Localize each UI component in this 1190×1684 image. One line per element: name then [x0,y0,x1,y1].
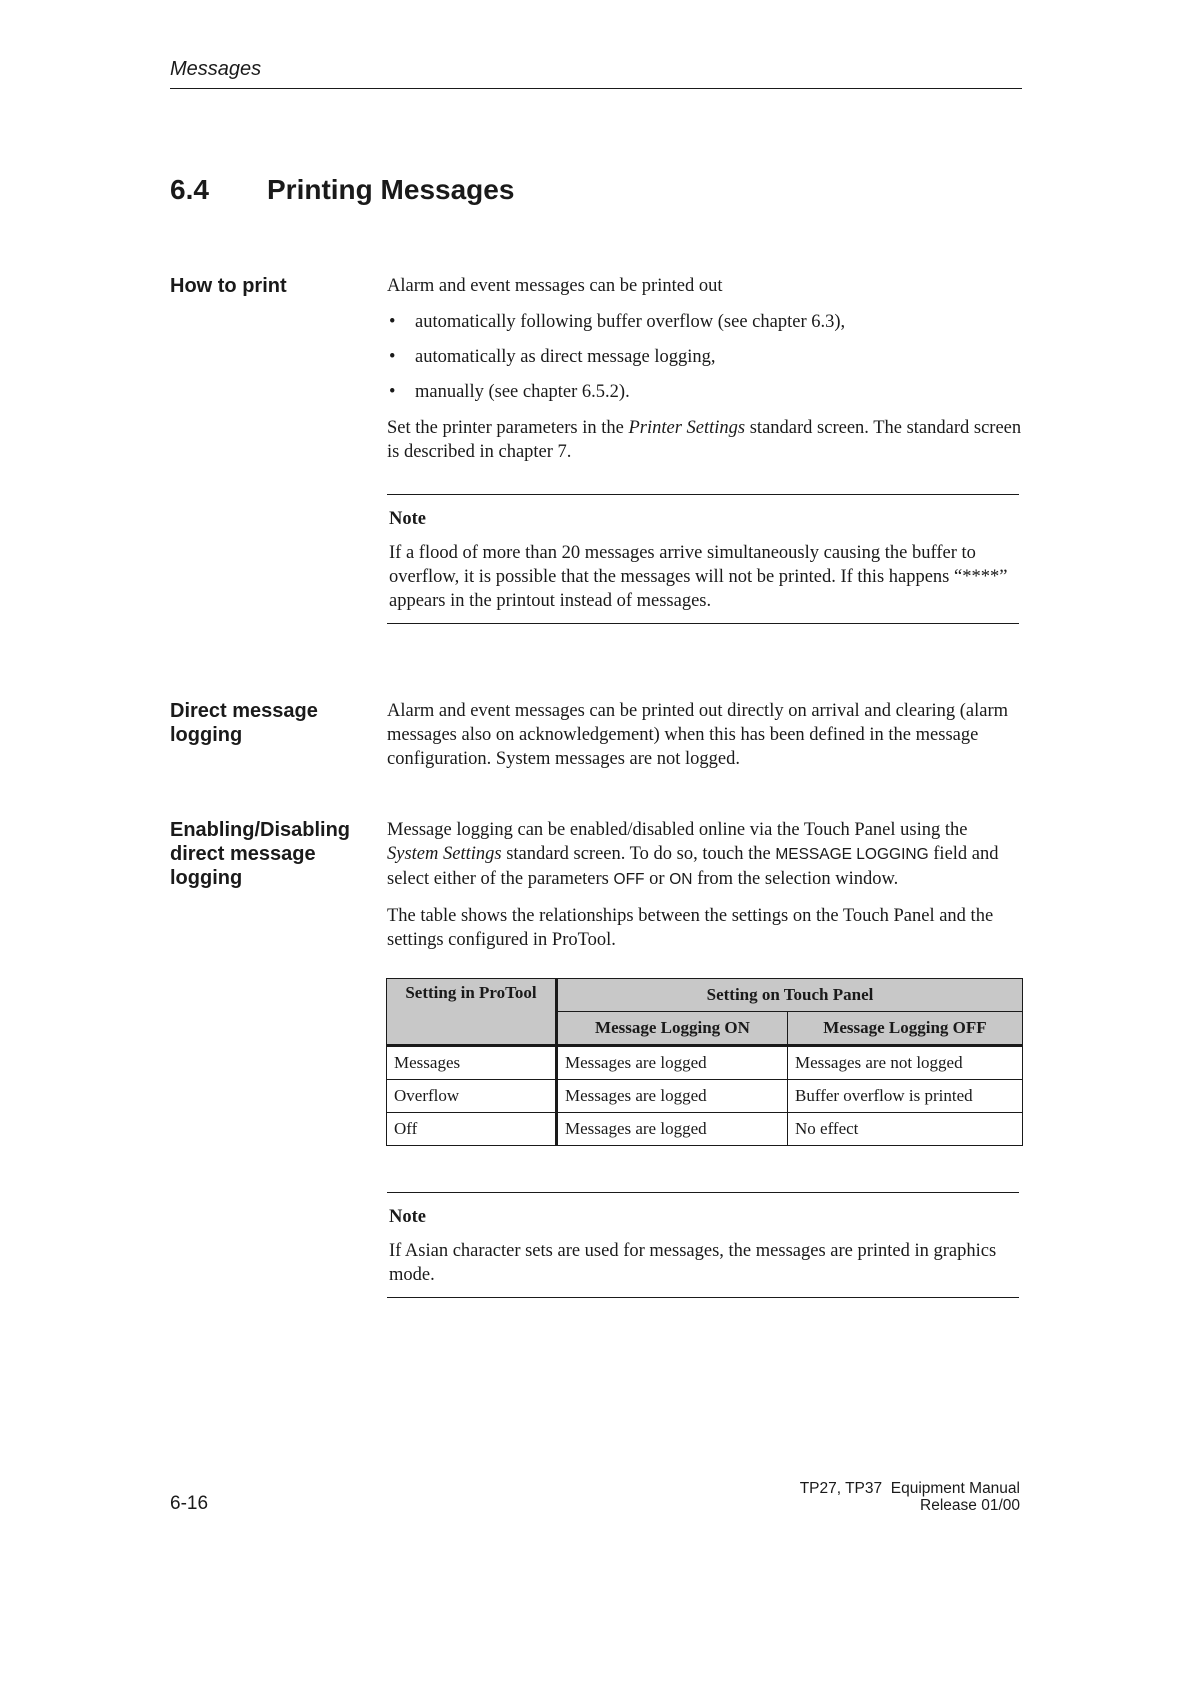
footer-manual-info [800,1480,1020,1514]
note-text: If a flood of more than 20 messages arrive simultaneously causing the buffer to overflow, it is possible that the messages will not be printed. If this happens “****” appears in the printout instead of messages. [389,543,1008,611]
off-parameter-term: OFF [613,871,645,888]
header-divider [170,88,1022,89]
how-to-print-intro: Alarm and event messages can be printed out [387,276,723,296]
table-subheader-off: Message Logging OFF [788,1012,1023,1046]
list-item: • automatically following buffer overflow (see chapter 6.3), [389,312,846,332]
table-row [387,1080,1023,1113]
release-info: Release 01/00 [920,1497,1020,1514]
print-methods-list [387,310,1023,404]
manual-title: TP27, TP37 Equipment Manual [799,1480,1020,1497]
note-text: If Asian character sets are used for messages, the messages are printed in graphics mode. [389,1241,997,1285]
enable-disable-heading: Enabling/Disabling direct message logging [170,819,351,889]
enable-disable-text: Message logging can be enabled/disabled online via the Touch Panel using the System Settings standard screen. To do so, touch the MESSAGE LOGGING field and select either of the parameters OFF or ON from the selection window. [387,820,999,889]
section-title: Printing Messages [267,174,515,205]
table-row [387,1113,1023,1146]
direct-logging-text: Alarm and event messages can be printed out directly on arrival and clearing (alarm messages also on acknowledgement) when this has been defined in the message configuration. System messages are not logged. [387,701,1009,769]
table-cell: Messages are not logged [788,1046,1023,1080]
printer-settings-text: Set the printer parameters in the Printer Settings standard screen. The standard screen is described in chapter 7. [387,418,1022,462]
list-item: • manually (see chapter 6.5.2). [389,382,630,402]
table-subheader-on: Message Logging ON [557,1012,788,1046]
note-box [387,494,1019,624]
table-cell: Off [387,1113,557,1146]
bullet-icon: • [389,382,396,402]
how-to-print-heading: How to print [170,275,287,297]
bullet-icon: • [389,347,396,367]
note-title: Note [389,1207,426,1227]
table-cell: Messages [387,1046,557,1080]
list-item: • automatically as direct message logging, [389,347,716,367]
section-number: 6.4 [170,174,209,205]
table-cell: Messages are logged [557,1113,788,1146]
printer-settings-term: Printer Settings [628,418,746,438]
table-cell: Overflow [387,1080,557,1113]
settings-table [386,978,1023,1146]
how-to-print-body [387,274,1023,476]
note-title: Note [389,509,426,529]
bullet-icon: • [389,312,396,332]
direct-logging-heading: Direct message logging [170,700,318,746]
table-cell: Messages are logged [557,1046,788,1080]
note-box [387,1192,1019,1298]
system-settings-term: System Settings [387,844,502,864]
direct-logging-body [387,699,1023,783]
table-intro-text: The table shows the relationships between the settings on the Touch Panel and the settings configured in ProTool. [387,906,994,950]
table-cell: No effect [788,1113,1023,1146]
enable-disable-body [387,818,1023,964]
table-header-touch-panel: Setting on Touch Panel [557,979,1023,1012]
running-header: Messages [170,58,262,80]
message-logging-field-term: MESSAGE LOGGING [775,846,929,863]
table-cell: Messages are logged [557,1080,788,1113]
table-row [387,1046,1023,1080]
table-cell: Buffer overflow is printed [788,1080,1023,1113]
page-number: 6-16 [170,1493,209,1514]
on-parameter-term: ON [669,871,693,888]
table-header-protool: Setting in ProTool [387,979,557,1046]
